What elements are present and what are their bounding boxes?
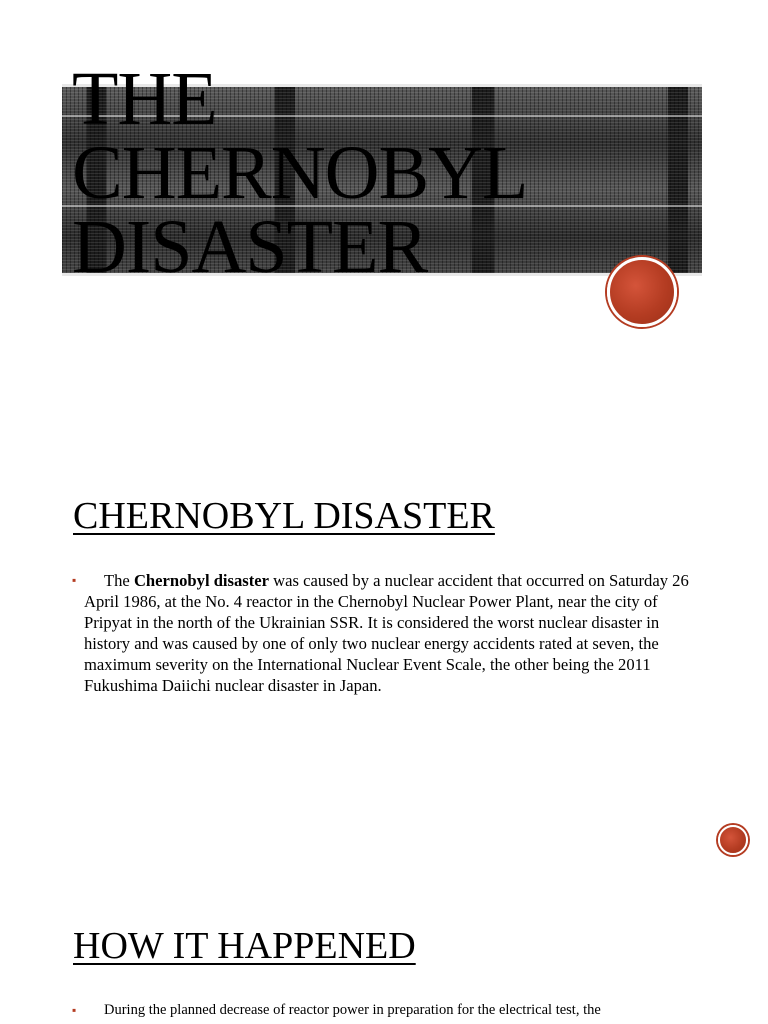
section-heading-chernobyl: CHERNOBYL DISASTER [73, 495, 495, 537]
bullet-lead: The [104, 571, 134, 590]
list-item [72, 570, 692, 696]
bullet-text [84, 570, 692, 696]
section-heading-how-it-happened: HOW IT HAPPENED [73, 925, 416, 967]
bullet-bold-term: Chernobyl disaster [133, 571, 270, 590]
square-bullet-icon: ▪ [72, 1003, 77, 1017]
bullet-rest: was caused by a nuclear accident that occurred on Saturday 26 April 1986, at the No. 4 reactor in the Chernobyl Nuclear Power Plant, near the city of Pripyat in the north of the Ukrainian SSR. It is considered the worst nuclear disaster in history and was caused by one of only two nuclear energy accidents rated at seven, the maximum severity on the International Nuclear Event Scale, the other being the 2011 Fukushima Daiichi nuclear disaster in Japan. [84, 571, 689, 695]
bullet-list [72, 570, 692, 696]
bullet-text: During the planned decrease of reactor power in preparation for the electrical test, the [104, 1002, 601, 1018]
slide-title [72, 57, 632, 289]
title-line-1: THE [72, 57, 217, 141]
title-line-3: DISASTER [72, 205, 428, 289]
title-line-2: CHERNOBYL [72, 131, 528, 215]
list-item [72, 1001, 692, 1020]
orange-circle-icon [607, 257, 677, 327]
square-bullet-icon: ▪ [72, 573, 77, 587]
bullet-list [72, 1001, 692, 1020]
orange-circle-icon [718, 825, 748, 855]
